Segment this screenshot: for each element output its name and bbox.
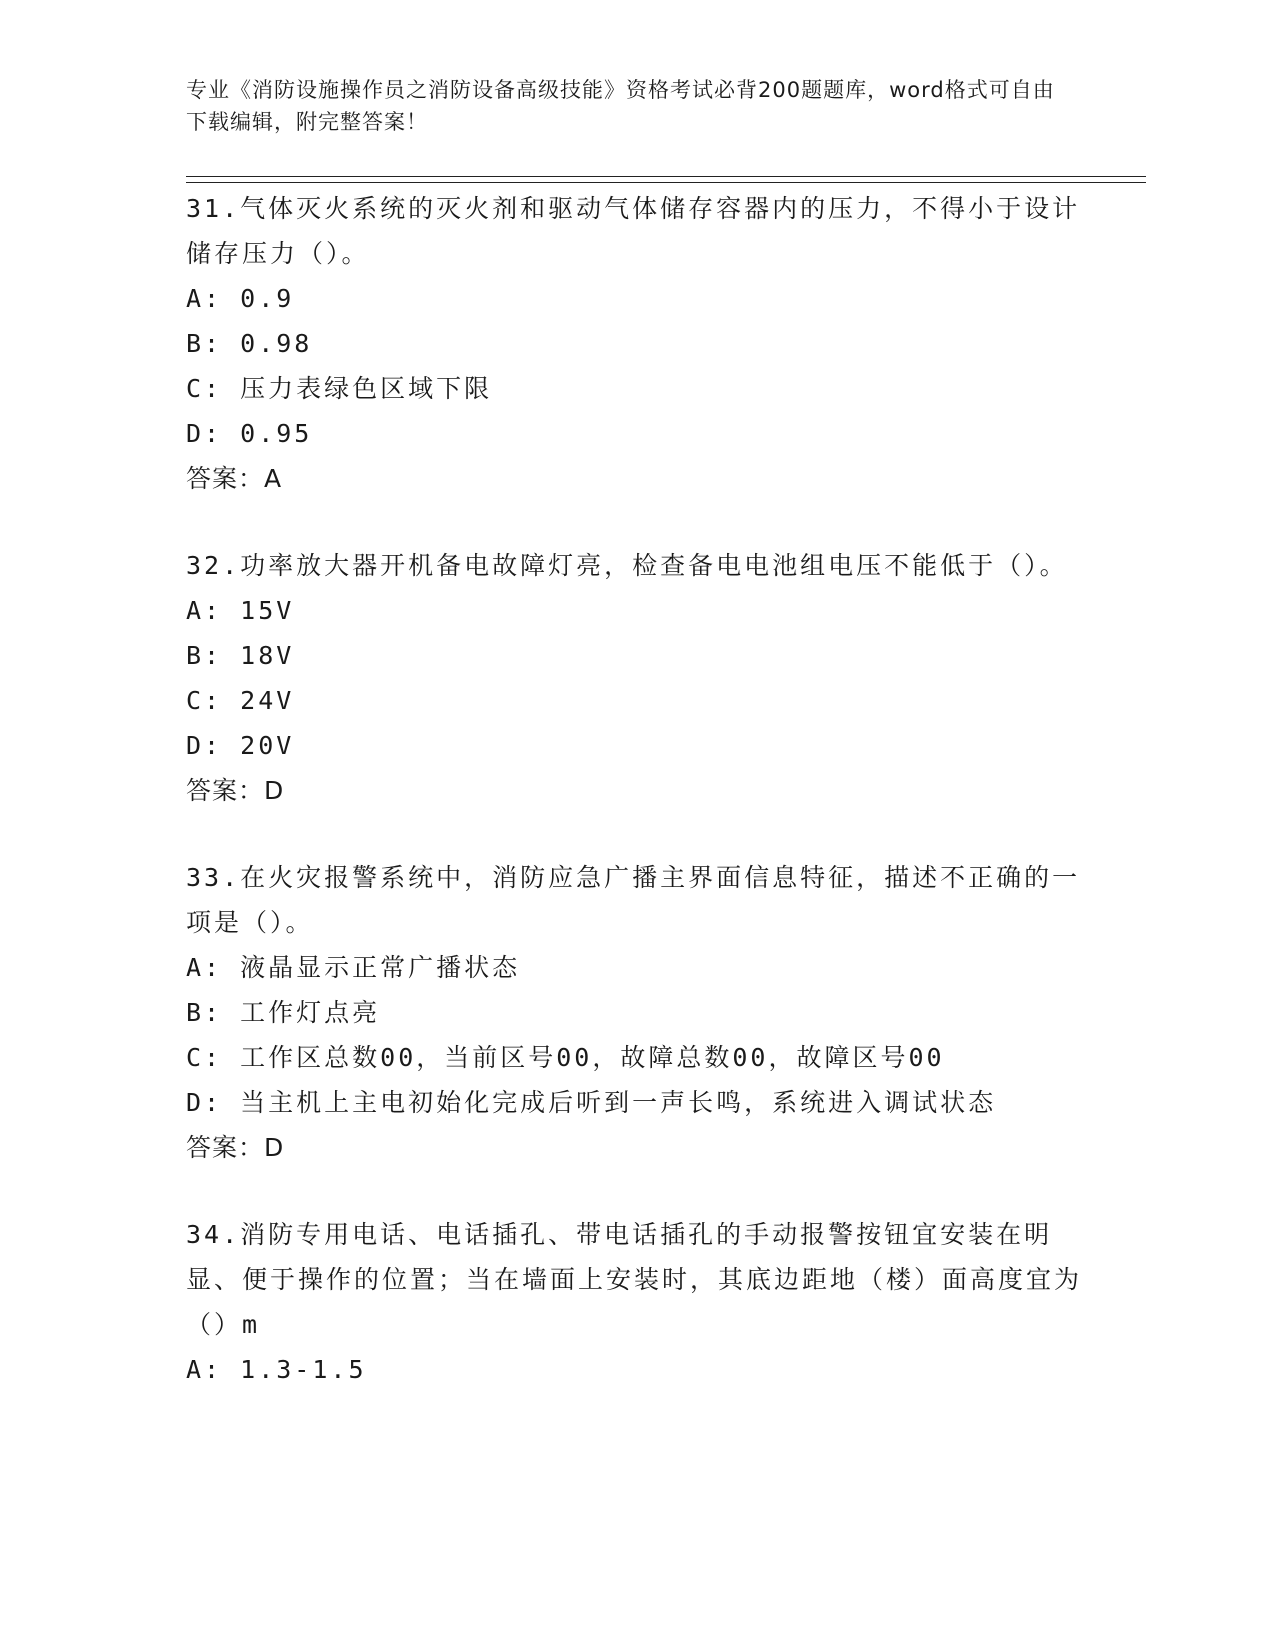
question-33 bbox=[186, 855, 1086, 1170]
header-divider-top bbox=[186, 176, 1146, 177]
answer-line: 答案：D bbox=[186, 1133, 285, 1162]
question-32 bbox=[186, 543, 1086, 813]
option-a: A: 1.3-1.5 bbox=[186, 1355, 367, 1384]
option-c: C: 压力表绿色区域下限 bbox=[186, 374, 493, 403]
question-stem: 31.气体灭火系统的灭火剂和驱动气体储存容器内的压力，不得小于设计储存压力（）。 bbox=[186, 194, 1081, 268]
option-c: C: 工作区总数00，当前区号00，故障总数00，故障区号00 bbox=[186, 1043, 945, 1072]
option-d: D: 当主机上主电初始化完成后听到一声长鸣，系统进入调试状态 bbox=[186, 1088, 997, 1117]
question-stem: 33.在火灾报警系统中，消防应急广播主界面信息特征，描述不正确的一项是（）。 bbox=[186, 863, 1081, 937]
answer-line: 答案：A bbox=[186, 464, 283, 493]
option-c: C: 24V bbox=[186, 686, 295, 715]
option-b: B: 18V bbox=[186, 641, 295, 670]
option-b: B: 工作灯点亮 bbox=[186, 998, 381, 1027]
question-list bbox=[186, 186, 1086, 1434]
question-stem: 32.功率放大器开机备电故障灯亮，检查备电电池组电压不能低于（）。 bbox=[186, 551, 1068, 580]
question-31 bbox=[186, 186, 1086, 501]
header-intro-text: 专业《消防设施操作员之消防设备高级技能》资格考试必背200题题库，word格式可自由下载编辑，附完整答案！ bbox=[186, 78, 1055, 134]
option-d: D: 0.95 bbox=[186, 419, 313, 448]
document-header bbox=[186, 74, 1066, 138]
option-a: A: 0.9 bbox=[186, 284, 295, 313]
header-divider-bottom bbox=[186, 182, 1146, 183]
option-a: A: 液晶显示正常广播状态 bbox=[186, 953, 521, 982]
answer-line: 答案：D bbox=[186, 776, 285, 805]
question-stem: 34.消防专用电话、电话插孔、带电话插孔的手动报警按钮宜安装在明显、便于操作的位置；当在墙面上安装时，其底边距地（楼）面高度宜为（）m bbox=[186, 1220, 1083, 1339]
option-b: B: 0.98 bbox=[186, 329, 313, 358]
option-d: D: 20V bbox=[186, 731, 295, 760]
option-a: A: 15V bbox=[186, 596, 295, 625]
question-34 bbox=[186, 1212, 1086, 1392]
